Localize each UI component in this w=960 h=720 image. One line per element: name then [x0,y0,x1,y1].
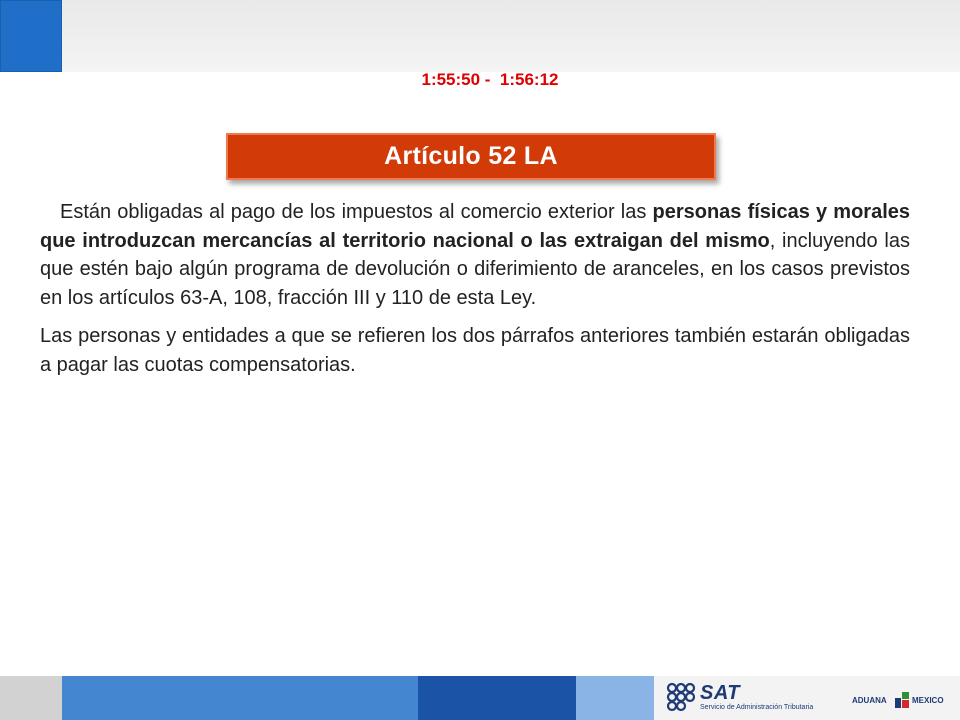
paragraph-2: Las personas y entidades a que se refieren los dos párrafos anteriores también estarán obligadas a pagar las cuotas compensatorias. [40,325,910,376]
paragraph-1-tail: , incluyendo las que estén bajo algún programa de devolución o diferimiento de aranceles, en los casos previstos en los artículos 63-A, 108, fracción III y 110 de esta Ley. [40,229,910,309]
sat-dots-icon [666,682,696,712]
sat-logo [666,682,816,716]
page-title: Artículo 52 LA [384,142,558,170]
footer-segment-dark-blue [418,676,576,720]
footer-segment-light-blue [576,676,654,720]
footer-bar [0,676,960,720]
title-banner [226,133,716,180]
article-body [40,198,910,379]
aduana-mexico-logo [852,692,956,712]
aduana-mark-icon [895,692,909,708]
paragraph-1 [40,198,910,312]
paragraph-1-lead: Están obligadas al pago de los impuestos al comercio exterior las [60,201,653,223]
timestamp: 1:55:50 - 1:56:12 [421,70,559,89]
mexico-label: MEXICO [912,696,944,705]
footer-segment-gray [0,676,62,720]
header-accent-block [0,0,62,72]
footer-segment-blue [62,676,418,720]
sat-subtitle: Servicio de Administración Tributaria [700,704,814,711]
paragraph-1-bold: personas físicas y morales que introduzcan mercancías al territorio nacional o las extraigan del mismo [40,201,910,252]
aduana-label: ADUANA [852,696,887,705]
sat-wordmark: SAT [700,682,741,704]
header-band [0,0,960,72]
